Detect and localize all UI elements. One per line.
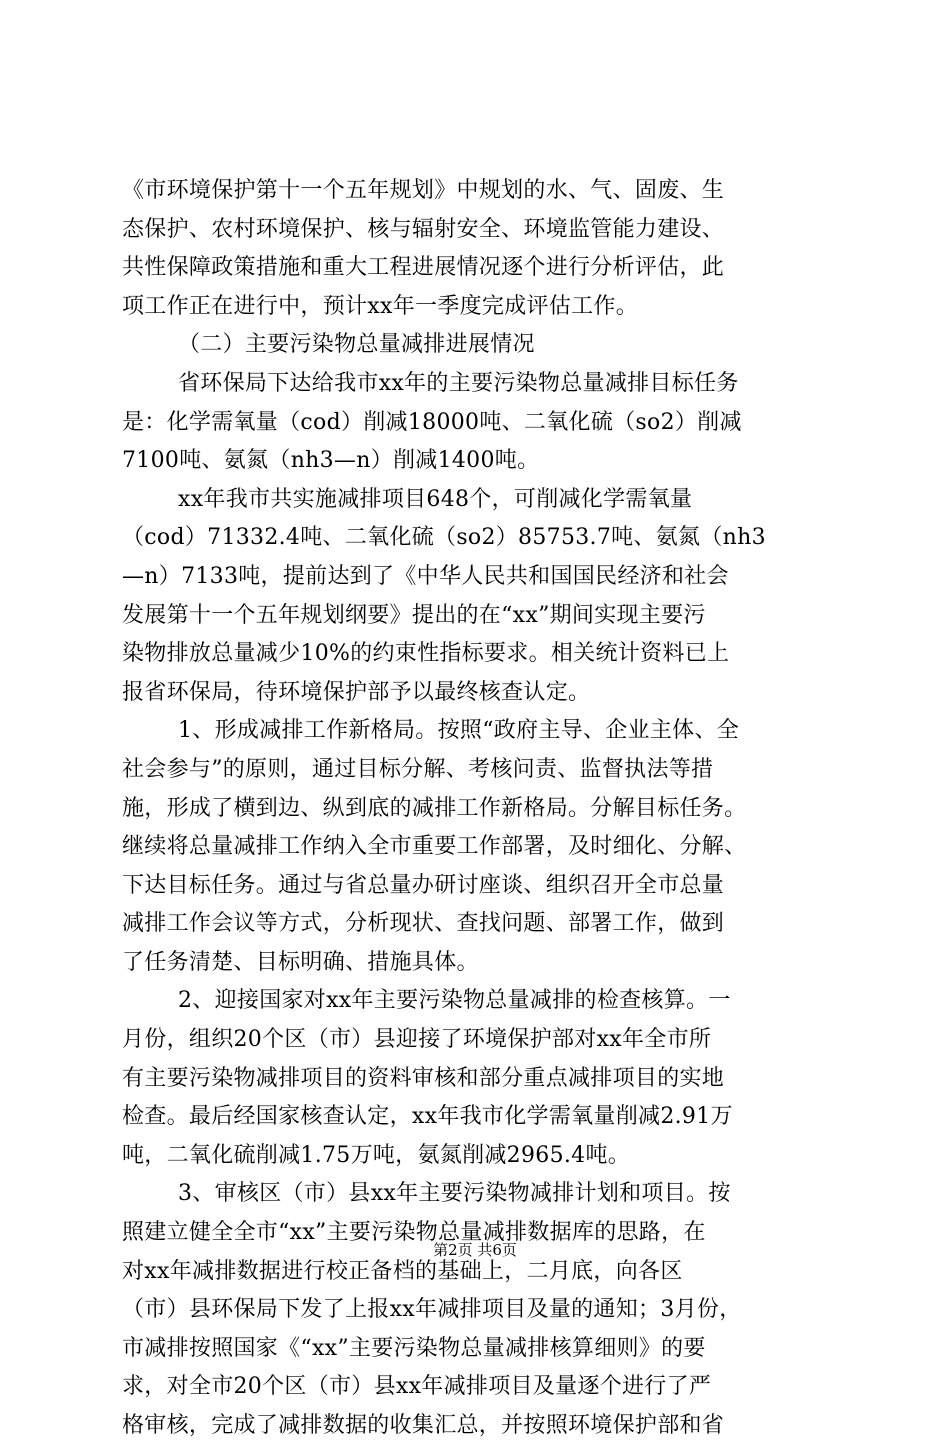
text-line: 格审核，完成了减排数据的收集汇总，并按照环境保护部和省 [122,1413,725,1438]
text-line: 吨，二氧化硫削减1.75万吨，氨氮削减2965.4吨。 [122,1142,631,1168]
text-line: 有主要污染物减排项目的资料审核和部分重点减排项目的实地 [122,1065,725,1091]
text-line: 月份，组织20个区（市）县迎接了环境保护部对xx年全市所 [122,1027,712,1053]
text-line: 染物排放总量减少10%的约束性指标要求。相关统计资料已上 [122,641,730,667]
text-line: 共性保障政策措施和重大工程进展情况逐个进行分析评估，此 [122,255,725,281]
text-line: 发展第十一个五年规划纲要》提出的在“xx”期间实现主要污 [122,602,706,628]
text-line: 对xx年减排数据进行校正备档的基础上，二月底，向各区 [122,1258,683,1284]
text-line: （市）县环保局下发了上报xx年减排项目及量的通知；3月份， [122,1297,742,1323]
text-line: 市减排按照国家《“xx”主要污染物总量减排核算细则》的要 [122,1335,706,1361]
text-line: 了任务清楚、目标明确、措施具体。 [122,949,479,975]
text-line: 社会参与”的原则，通过目标分解、考核问责、监督执法等措 [122,756,714,782]
text-line: 《市环境保护第十一个五年规划》中规划的水、气、固废、生 [122,178,725,203]
text-line: 求，对全市20个区（市）县xx年减排项目及量逐个进行了严 [122,1374,712,1400]
page-footer: 第2页 共6页 [433,1241,517,1259]
text-line: 2、迎接国家对xx年主要污染物总量减排的检查核算。一 [178,988,731,1014]
text-line: 7100吨、氨氮（nh3—n）削减1400吨。 [122,448,540,474]
text-line: 施，形成了横到边、纵到底的减排工作新格局。分解目标任务。 [122,795,747,821]
text-line: （二）主要污染物总量减排进展情况 [178,332,535,358]
text-line: xx年我市共实施减排项目648个，可削减化学需氧量 [178,486,693,512]
text-line: —n）7133吨，提前达到了《中华人民共和国国民经济和社会 [122,563,729,589]
text-line: （cod）71332.4吨、二氧化硫（so2）85753.7吨、氨氮（nh3 [122,525,766,551]
text-line: 3、审核区（市）县xx年主要污染物减排计划和项目。按 [178,1181,731,1207]
text-line: 省环保局下达给我市xx年的主要污染物总量减排目标任务 [178,370,739,396]
text-line: 态保护、农村环境保护、核与辐射安全、环境监管能力建设、 [122,216,725,242]
text-line: 减排工作会议等方式，分析现状、查找问题、部署工作，做到 [122,911,725,937]
text-line: 项工作正在进行中，预计xx年一季度完成评估工作。 [122,293,639,319]
text-line: 检查。最后经国家核查认定，xx年我市化学需氧量削减2.91万 [122,1104,733,1130]
text-line: 继续将总量减排工作纳入全市重要工作部署，及时细化、分解、 [122,834,747,860]
text-line: 照建立健全全市“xx”主要污染物总量减排数据库的思路，在 [122,1220,706,1246]
text-line: 1、形成减排工作新格局。按照“政府主导、企业主体、全 [178,718,740,744]
text-line: 下达目标任务。通过与省总量办研讨座谈、组织召开全市总量 [122,872,725,898]
text-line: 是：化学需氧量（cod）削减18000吨、二氧化硫（so2）削减 [122,409,742,435]
text-line: 报省环保局，待环境保护部予以最终核查认定。 [122,679,591,705]
